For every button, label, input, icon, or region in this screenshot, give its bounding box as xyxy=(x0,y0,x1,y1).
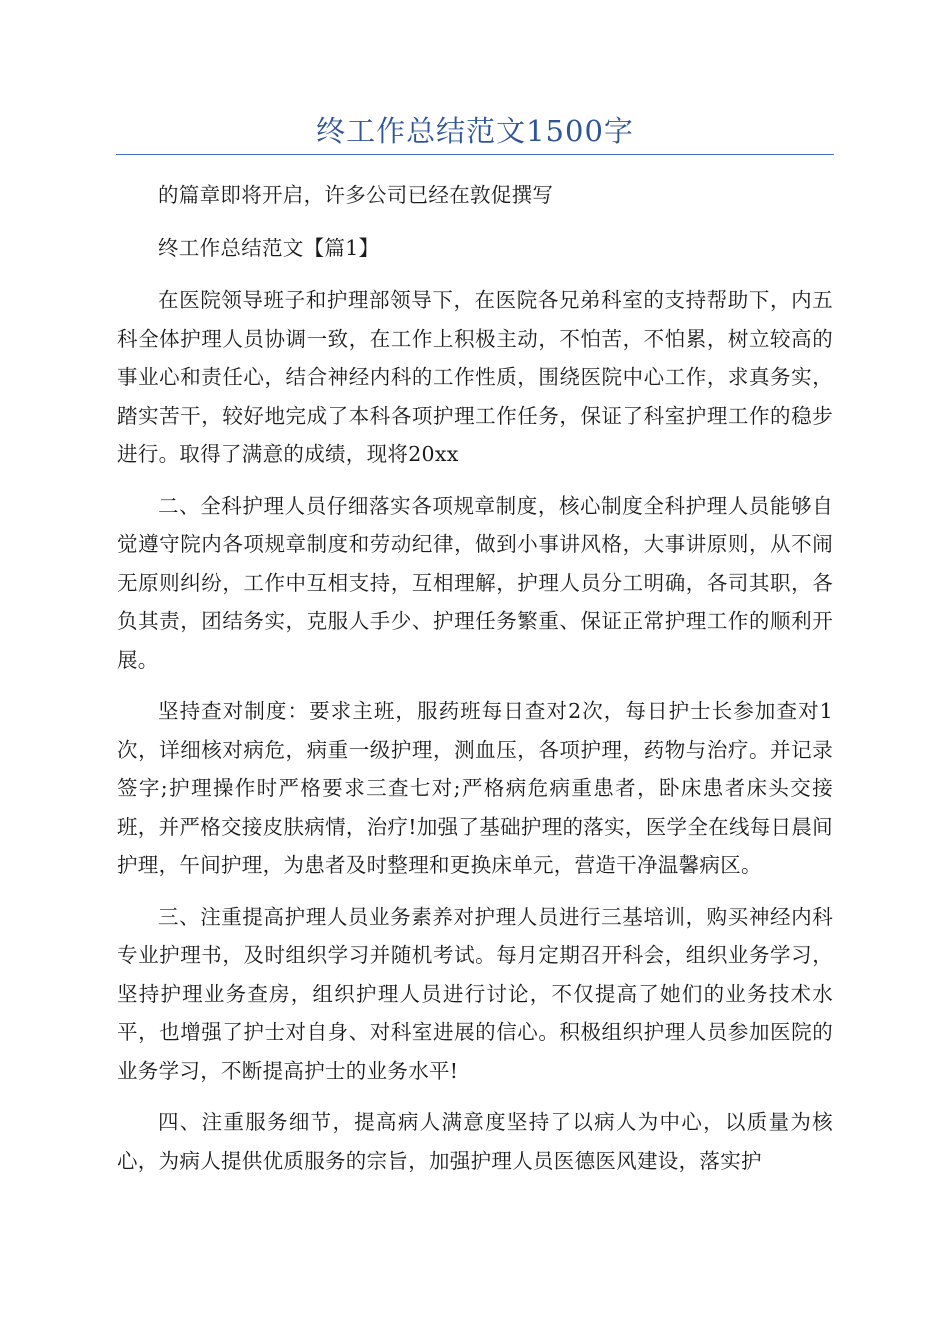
paragraph-overview: 在医院领导班子和护理部领导下，在医院各兄弟科室的支持帮助下，内五科全体护理人员协调一致，在工作上积极主动，不怕苦，不怕累，树立较高的事业心和责任心，结合神经内科的工作性质，围绕医院中心工作，求真务实，踏实苦干，较好地完成了本科各项护理工作任务，保证了科室护理工作的稳步进行。取得了满意的成绩，现将20xx xyxy=(117,288,833,466)
title-underline xyxy=(116,154,834,155)
document-body xyxy=(117,176,833,1180)
paragraph-rules: 二、全科护理人员仔细落实各项规章制度，核心制度全科护理人员能够自觉遵守院内各项规章制度和劳动纪律，做到小事讲风格，大事讲原则，从不闹无原则纠纷，工作中互相支持，互相理解，护理人员分工明确，各司其职，各负其责，团结务实，克服人手少、护理任务繁重、保证正常护理工作的顺利开展。 xyxy=(117,493,833,672)
paragraph-service: 四、注重服务细节，提高病人满意度坚持了以病人为中心，以质量为核心，为病人提供优质服务的宗旨，加强护理人员医德医风建设，落实护 xyxy=(117,1110,833,1173)
paragraph-checks: 坚持查对制度：要求主班，服药班每日查对2次，每日护士长参加查对1次，详细核对病危，病重一级护理，测血压，各项护理，药物与治疗。并记录签字;护理操作时严格要求三查七对;严格病危病重患者，卧床患者床头交接班，并严格交接皮肤病情，治疗!加强了基础护理的落实，医学全在线每日晨间护理，午间护理，为患者及时整理和更换床单元，营造干净温馨病区。 xyxy=(117,699,833,877)
document-title: 终工作总结范文1500字 xyxy=(316,114,634,148)
paragraph-training: 三、注重提高护理人员业务素养对护理人员进行三基培训，购买神经内科专业护理书，及时组织学习并随机考试。每月定期召开科会，组织业务学习，坚持护理业务查房，组织护理人员进行讨论，不仅提高了她们的业务技术水平，也增强了护士对自身、对科室进展的信心。积极组织护理人员参加医院的业务学习，不断提高护士的业务水平! xyxy=(117,904,833,1083)
section-heading: 终工作总结范文【篇1】 xyxy=(158,235,380,260)
paragraph-intro: 的篇章即将开启，许多公司已经在敦促撰写 xyxy=(158,183,554,207)
